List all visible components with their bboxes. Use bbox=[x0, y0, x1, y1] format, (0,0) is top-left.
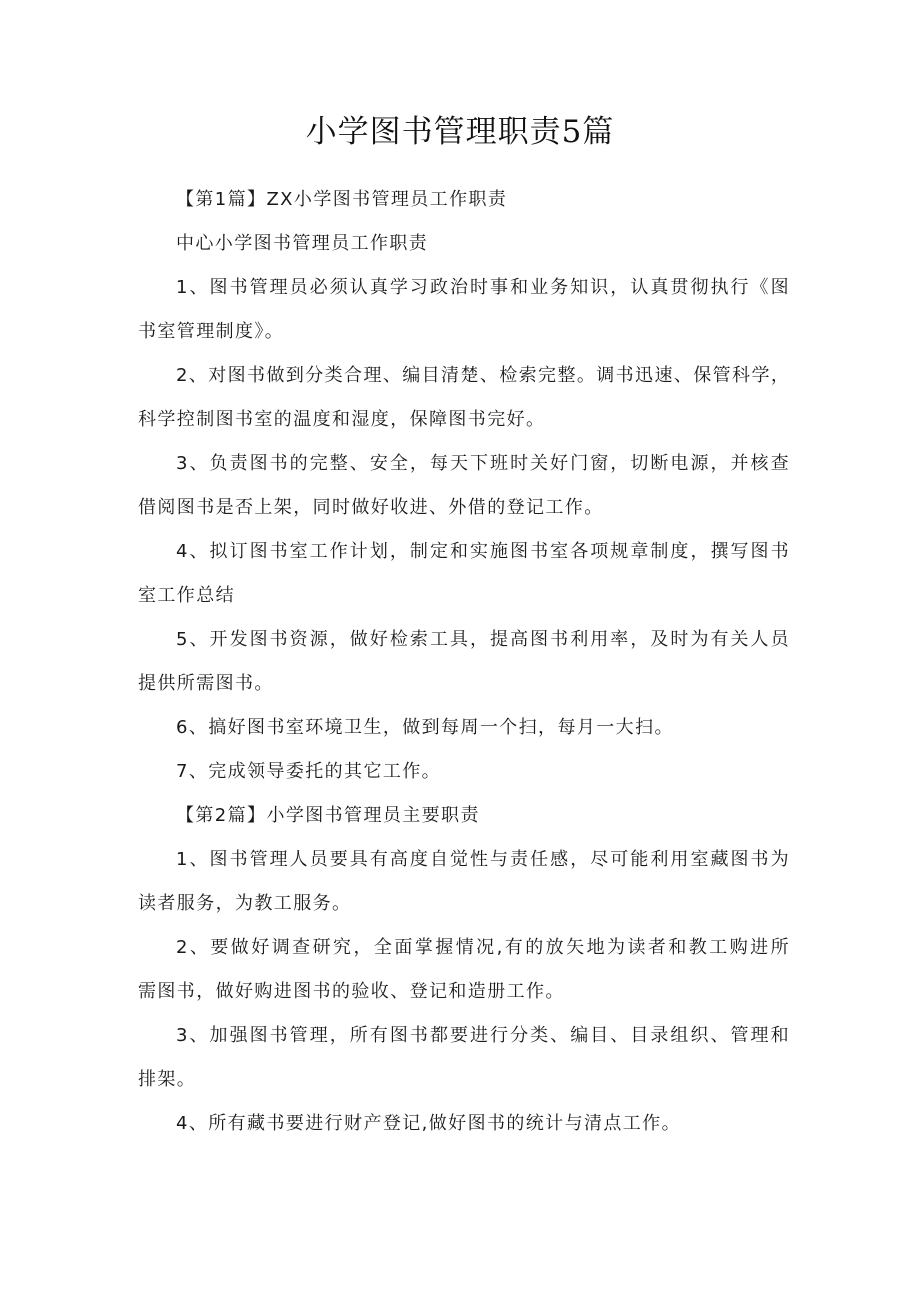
text-line: 需图书，做好购进图书的验收、登记和造册工作。 bbox=[138, 981, 565, 1002]
text-line: 1、图书管理员必须认真学习政治时事和业务知识，认真贯彻执行《图 bbox=[176, 277, 790, 298]
text-line: 3、负责图书的完整、安全，每天下班时关好门窗，切断电源，并核查 bbox=[176, 453, 790, 474]
text-line: 4、拟订图书室工作计划，制定和实施图书室各项规章制度，撰写图书 bbox=[176, 541, 790, 562]
text-line: 读者服务，为教工服务。 bbox=[138, 893, 352, 914]
text-line: 排架。 bbox=[138, 1069, 197, 1090]
text-line: 中心小学图书管理员工作职责 bbox=[176, 233, 429, 254]
text-line: 6、搞好图书室环境卫生，做到每周一个扫，每月一大扫。 bbox=[176, 717, 674, 738]
text-line: 2、要做好调查研究，全面掌握情况,有的放矢地为读者和教工购进所 bbox=[176, 937, 790, 958]
text-line: 1、图书管理人员要具有高度自觉性与责任感，尽可能利用室藏图书为 bbox=[176, 849, 790, 870]
text-line: 室工作总结 bbox=[138, 585, 235, 606]
text-line: 书室管理制度》。 bbox=[138, 321, 285, 342]
text-line: 4、所有藏书要进行财产登记,做好图书的统计与清点工作。 bbox=[176, 1113, 681, 1134]
text-line: 提供所需图书。 bbox=[138, 673, 274, 694]
document-title: 小学图书管理职责5篇 bbox=[305, 114, 615, 150]
text-line: 5、开发图书资源，做好检索工具，提高图书利用率，及时为有关人员 bbox=[176, 629, 790, 650]
text-line: 2、对图书做到分类合理、编目清楚、检索完整。调书迅速、保管科学， bbox=[176, 365, 790, 386]
text-line: 7、完成领导委托的其它工作。 bbox=[176, 761, 442, 782]
document-body bbox=[138, 178, 790, 1146]
text-line: 借阅图书是否上架，同时做好收进、外借的登记工作。 bbox=[138, 497, 604, 518]
text-line: 【第1篇】ZX小学图书管理员工作职责 bbox=[176, 189, 508, 210]
text-line: 科学控制图书室的温度和湿度，保障图书完好。 bbox=[138, 409, 546, 430]
text-line: 3、加强图书管理，所有图书都要进行分类、编目、目录组织、管理和 bbox=[176, 1025, 790, 1046]
text-line: 【第2篇】小学图书管理员主要职责 bbox=[176, 805, 480, 826]
